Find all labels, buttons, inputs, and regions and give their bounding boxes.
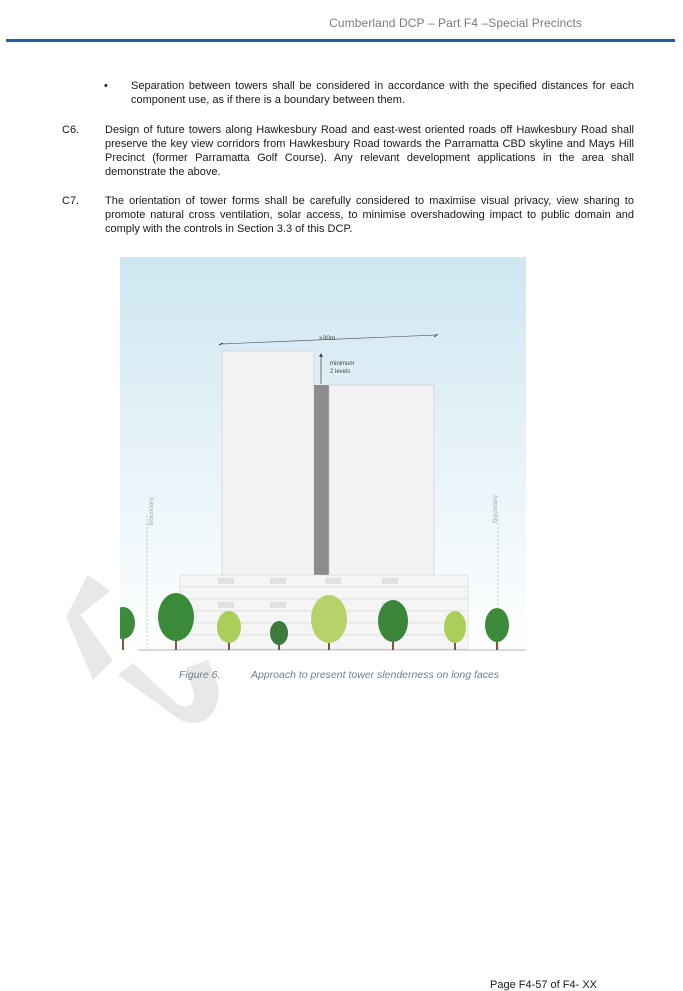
bullet-symbol: •: [104, 80, 108, 92]
figure-caption: [179, 669, 499, 681]
clause-number: C6.: [62, 124, 80, 136]
annotation-line1: minimum: [330, 361, 355, 367]
boundary-label-right: Boundary: [492, 495, 499, 523]
clause-text: The orientation of tower forms shall be carefully considered to maximise visual privacy, view sharing to promote natural cross ventilation, solar access, to minimise overshadowing impact to public domain and comply with the controls in Section 3.3 of this DCP.: [105, 195, 634, 235]
boundary-label-left: Boundary: [148, 497, 155, 525]
watermark-shape: [58, 565, 238, 745]
figure-caption-text: Approach to present tower slenderness on long faces: [251, 669, 500, 681]
tower-left: [222, 351, 314, 577]
clause-number: C7.: [62, 195, 80, 207]
tower-recess: [314, 385, 329, 577]
draft-watermark: [58, 565, 238, 750]
page-number: Page F4-57 of F4- XX: [490, 979, 597, 991]
bullet-text: Separation between towers shall be considered in accordance with the specified distances for each component use, as if there is a boundary between them.: [131, 80, 634, 106]
dimension-label: >30m: [319, 335, 336, 342]
header-title: Cumberland DCP – Part F4 –Special Precincts: [329, 16, 582, 30]
clause-text: Design of future towers along Hawkesbury Road and east-west oriented roads off Hawkesbury Road shall preserve the key view corridors from Hawkesbury Road towards the Parramatta CBD skyline and Mays Hill Precinct (former Parramatta Golf Course). Any relevant development applications in the area shall demonstrate the above.: [105, 124, 634, 178]
header-rule: [6, 39, 675, 42]
tower-right: [329, 385, 434, 577]
figure-number: Figure 6.: [179, 669, 221, 681]
annotation-line2: 2 levels: [330, 369, 351, 375]
